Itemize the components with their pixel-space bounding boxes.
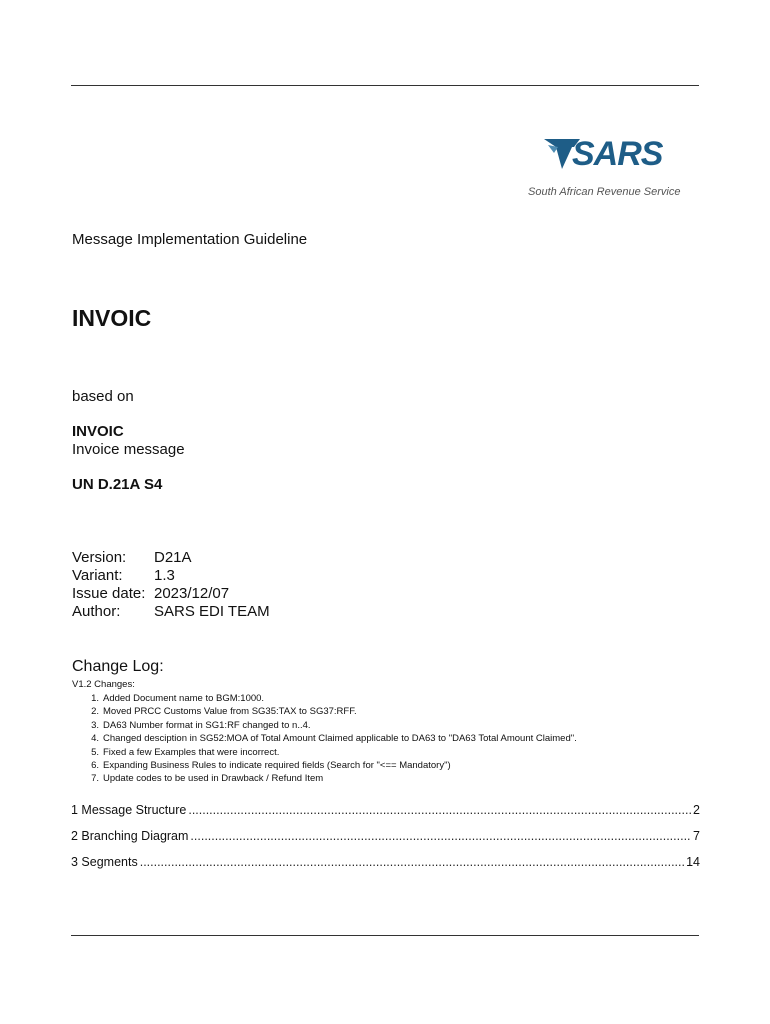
toc-entry-page[interactable]: 7 xyxy=(693,829,700,843)
message-name: Invoice message xyxy=(72,441,185,458)
changelog-item-text: DA63 Number format in SG1:RF changed to n..4. xyxy=(103,719,311,731)
changelog-item-number: 2. xyxy=(91,706,99,718)
changelog-version: V1.2 Changes: xyxy=(72,679,135,690)
changelog-item xyxy=(72,732,577,745)
toc-leader-dots xyxy=(190,829,691,843)
changelog-item-text: Expanding Business Rules to indicate required fields (Search for "<== Mandatory") xyxy=(103,760,451,772)
top-rule xyxy=(71,85,699,86)
meta-label: Issue date: xyxy=(72,585,146,602)
based-on-label: based on xyxy=(72,388,134,405)
toc-entry-label[interactable]: 3 Segments xyxy=(71,855,138,869)
changelog-item-number: 7. xyxy=(91,773,99,785)
meta-row-variant xyxy=(72,567,270,585)
document-metadata xyxy=(72,549,270,621)
changelog-item-number: 1. xyxy=(91,693,99,704)
changelog-title: Change Log: xyxy=(72,658,164,675)
meta-row-author xyxy=(72,603,270,621)
meta-value: 2023/12/07 xyxy=(154,585,230,602)
message-code: INVOIC xyxy=(72,423,124,440)
changelog-item-text: Added Document name to BGM:1000. xyxy=(103,693,265,704)
toc-entry-label[interactable]: 1 Message Structure xyxy=(71,803,187,817)
document-title: INVOIC xyxy=(72,305,152,331)
toc-leader-dots xyxy=(140,855,684,869)
meta-value: SARS EDI TEAM xyxy=(154,603,270,620)
toc-entry-branching-diagram[interactable] xyxy=(71,829,700,855)
changelog-item-number: 6. xyxy=(91,760,99,772)
meta-label: Author: xyxy=(72,603,121,620)
document-type: Message Implementation Guideline xyxy=(72,231,308,248)
toc-entry-page[interactable]: 2 xyxy=(693,803,700,817)
toc-entry-label[interactable]: 2 Branching Diagram xyxy=(71,829,189,843)
changelog-item xyxy=(72,746,577,759)
changelog-item-text: Changed desciption in SG52:MOA of Total Amount Claimed applicable to DA63 to "DA63 Total Amount Claimed". xyxy=(103,733,577,745)
toc-leader-dots xyxy=(188,803,691,817)
changelog-item xyxy=(72,692,577,705)
toc-entry-message-structure[interactable] xyxy=(71,803,700,829)
changelog-item xyxy=(72,705,577,718)
meta-value: 1.3 xyxy=(154,567,175,584)
changelog-item xyxy=(72,772,577,785)
meta-row-issue-date xyxy=(72,585,270,603)
changelog-item-number: 4. xyxy=(91,733,99,745)
meta-label: Version: xyxy=(72,549,127,566)
sars-wordmark: SARS xyxy=(572,135,663,173)
changelog-item-text: Moved PRCC Customs Value from SG35:TAX to SG37:RFF. xyxy=(103,706,357,718)
table-of-contents xyxy=(71,803,700,881)
changelog-item xyxy=(72,759,577,772)
changelog-item-text: Update codes to be used in Drawback / Refund Item xyxy=(103,773,324,785)
meta-label: Variant: xyxy=(72,567,123,584)
changelog-item-number: 3. xyxy=(91,719,99,731)
changelog-item xyxy=(72,719,577,732)
changelog-item-text: Fixed a few Examples that were incorrect. xyxy=(103,746,280,758)
toc-entry-segments[interactable] xyxy=(71,855,700,881)
changelog-item-number: 5. xyxy=(91,746,99,758)
meta-value: D21A xyxy=(154,549,192,566)
meta-row-version xyxy=(72,549,270,567)
bottom-rule xyxy=(71,935,699,936)
sars-logo xyxy=(526,133,696,203)
changelog-list xyxy=(72,692,577,786)
toc-entry-page[interactable]: 14 xyxy=(686,855,700,869)
directory-version: UN D.21A S4 xyxy=(72,476,163,493)
sars-subtitle: South African Revenue Service xyxy=(528,186,681,198)
